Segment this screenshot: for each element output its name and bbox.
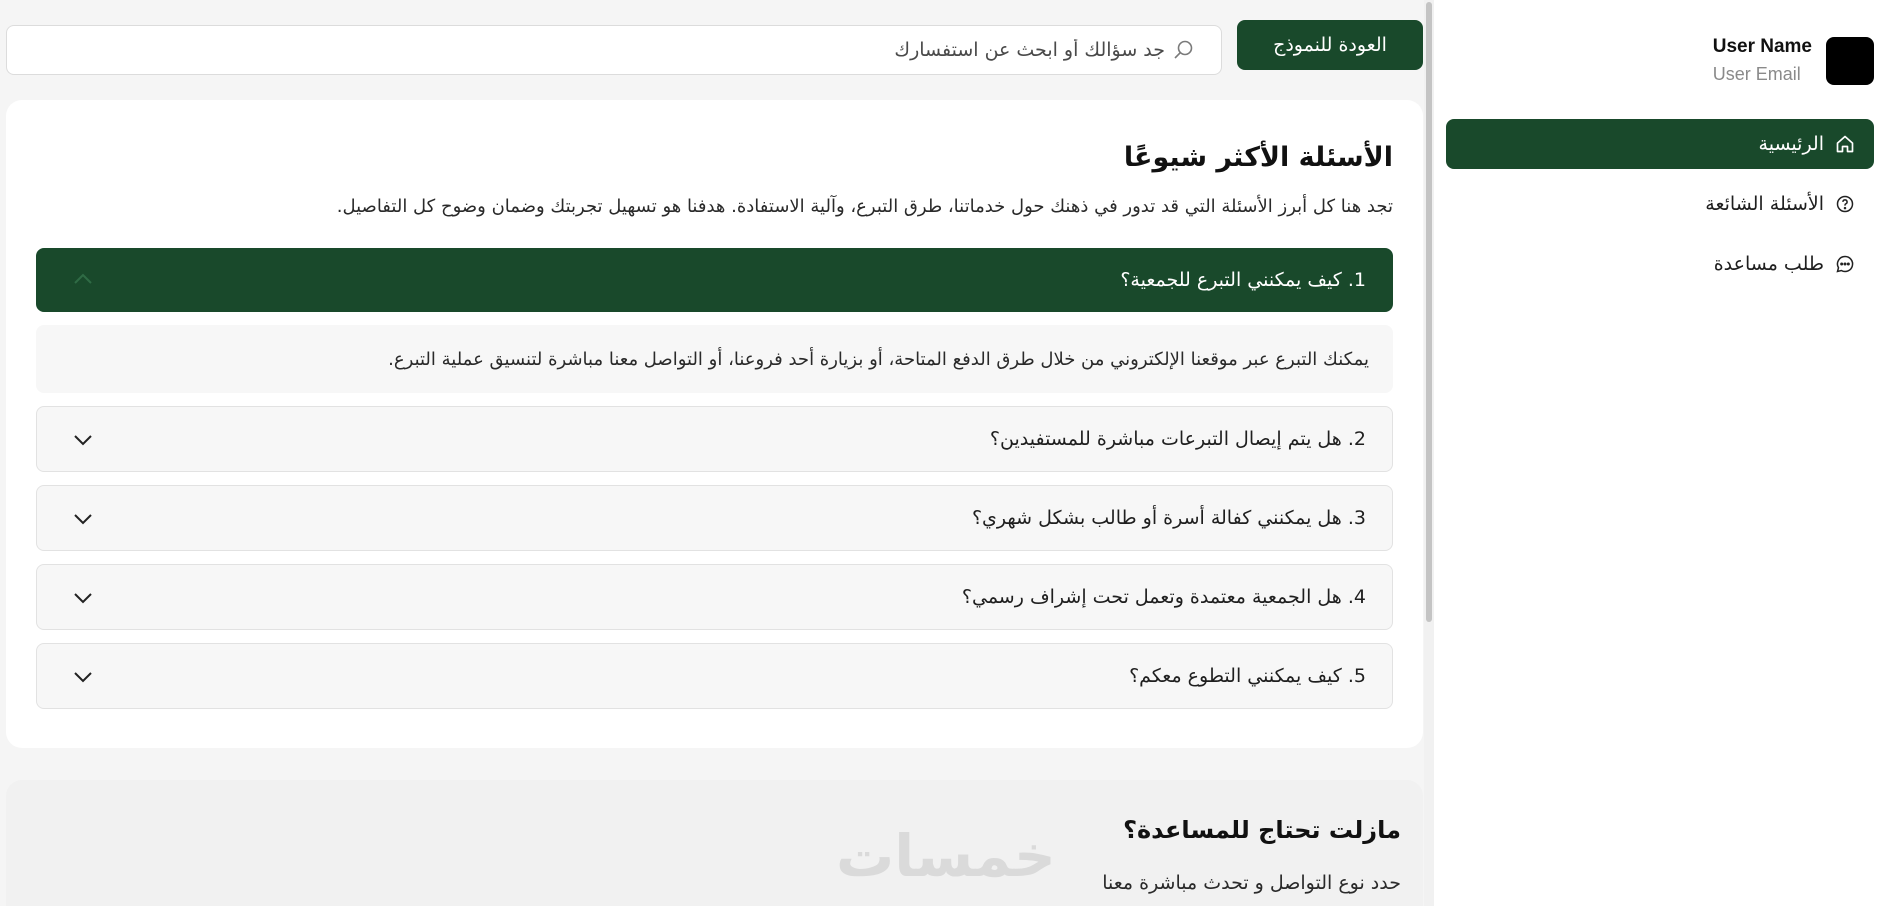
scrollbar-thumb[interactable] — [1426, 2, 1432, 622]
faq-item-1[interactable] — [36, 248, 1393, 312]
search-input[interactable] — [565, 39, 1165, 61]
chat-bubble-icon — [1834, 253, 1856, 275]
faq-subtitle: تجد هنا كل أبرز الأسئلة التي قد تدور في ذهنك حول خدماتنا، طرق التبرع، وآلية الاستفادة. هدفنا هو تسهيل تجربتك وضمان وضوح كل التفاصيل. — [336, 196, 1393, 217]
chevron-up-icon[interactable] — [71, 268, 95, 292]
sidebar-item-label: الأسئلة الشائعة — [1705, 193, 1824, 215]
help-section — [6, 780, 1423, 906]
home-icon — [1834, 133, 1856, 155]
avatar[interactable] — [1826, 37, 1874, 85]
user-email: User Email — [1712, 64, 1801, 84]
faq-item-3[interactable] — [36, 485, 1393, 551]
search-icon — [1171, 37, 1197, 63]
faq-item-2[interactable] — [36, 406, 1393, 472]
faq-question: 1. كيف يمكنني التبرع للجمعية؟ — [1120, 269, 1366, 291]
faq-question: 4. هل الجمعية معتمدة وتعمل تحت إشراف رسمي؟ — [961, 586, 1366, 608]
user-info — [1713, 36, 1812, 85]
search-bar[interactable] — [6, 25, 1222, 75]
sidebar-item-faq[interactable] — [1446, 179, 1874, 229]
faq-question: 3. هل يمكنني كفالة أسرة أو طالب بشكل شهري؟ — [971, 507, 1366, 529]
chevron-down-icon[interactable] — [71, 427, 95, 451]
sidebar-item-label: الرئيسية — [1758, 133, 1824, 155]
user-profile[interactable] — [1713, 36, 1874, 85]
back-to-form-button[interactable]: العودة للنموذج — [1237, 20, 1423, 70]
faq-item-5[interactable] — [36, 643, 1393, 709]
faq-section — [6, 100, 1423, 748]
chevron-down-icon[interactable] — [71, 664, 95, 688]
user-name: User Name — [1712, 36, 1812, 57]
faq-question: 5. كيف يمكنني التطوع معكم؟ — [1129, 665, 1366, 687]
scrollbar[interactable] — [1424, 0, 1434, 906]
sidebar-item-label: طلب مساعدة — [1713, 253, 1824, 275]
faq-question: 2. هل يتم إيصال التبرعات مباشرة للمستفيدين؟ — [989, 428, 1366, 450]
help-subtitle: حدد نوع التواصل و تحدث مباشرة معنا — [1102, 872, 1401, 894]
faq-item-4[interactable] — [36, 564, 1393, 630]
sidebar-item-help-request[interactable] — [1446, 239, 1874, 289]
faq-title: الأسئلة الأكثر شيوعًا — [1123, 142, 1393, 173]
sidebar — [1424, 0, 1904, 906]
sidebar-nav — [1446, 119, 1874, 299]
sidebar-item-home[interactable] — [1446, 119, 1874, 169]
watermark-logo: خمسات — [836, 822, 1056, 890]
help-title: مازلت تحتاج للمساعدة؟ — [1123, 816, 1401, 844]
faq-list — [36, 248, 1393, 722]
chevron-down-icon[interactable] — [71, 585, 95, 609]
faq-answer: يمكنك التبرع عبر موقعنا الإلكتروني من خلال طرق الدفع المتاحة، أو بزيارة أحد فروعنا، أو التواصل معنا مباشرة لتنسيق عملية التبرع. — [36, 325, 1393, 393]
chevron-down-icon[interactable] — [71, 506, 95, 530]
question-circle-icon — [1834, 193, 1856, 215]
